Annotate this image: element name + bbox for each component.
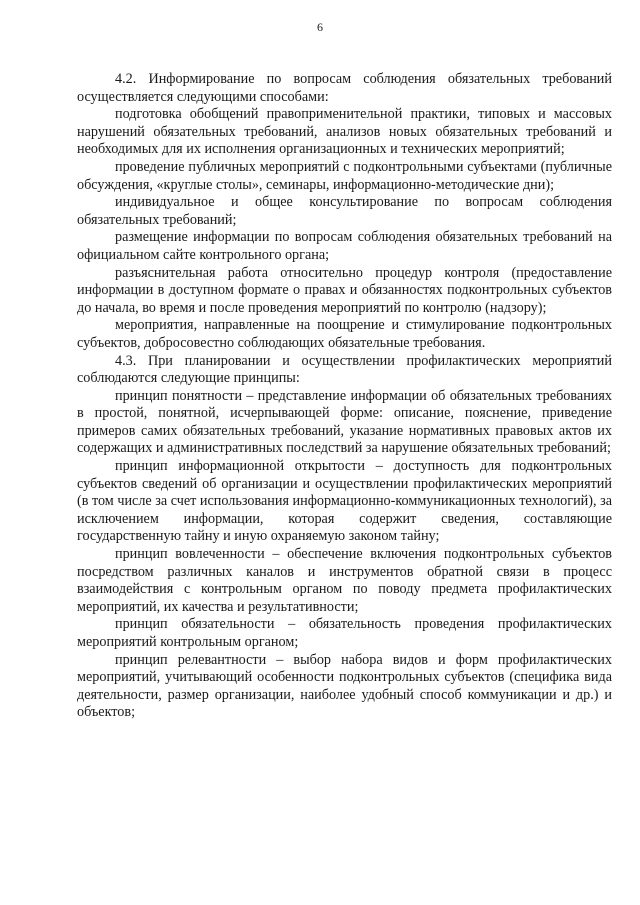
paragraph-consulting: индивидуальное и общее консультирование по вопросам соблюдения обязательных требований;: [77, 194, 612, 228]
paragraph-generalization: подготовка обобщений правоприменительной практики, типовых и массовых нарушений обязательных требований, анализов новых обязательных требований и необходимых для их исполнения организационных и технических мероприятий;: [77, 106, 612, 158]
paragraph-4-3-intro: 4.3. При планировании и осуществлении профилактических мероприятий соблюдаются следующие принципы:: [77, 352, 612, 387]
page-number: 6: [317, 20, 323, 34]
paragraph-4-2-intro: 4.2. Информирование по вопросам соблюдения обязательных требований осуществляется следующими способами:: [77, 71, 612, 105]
paragraph-principle-clarity: принцип понятности – представление информации об обязательных требованиях в простой, понятной, исчерпывающей форме: описание, пояснение, приведение примеров самих обязательных требований, указание нормативных правовых актов их содержащих и административных последствий за нарушение обязательных требований;: [77, 387, 612, 457]
paragraph-website-publication: размещение информации по вопросам соблюдения обязательных требований на официальном сайте контрольного органа;: [77, 229, 612, 263]
paragraph-principle-relevance: принцип релевантности – выбор набора видов и форм профилактических мероприятий, учитывающий особенности подконтрольных субъектов (специфика вида деятельности, размер организации, наиболее удобный способ коммуникации и др.) и объектов;: [77, 651, 612, 721]
page-body: [77, 71, 612, 722]
paragraph-principle-obligation: принцип обязательности – обязательность проведения профилактических мероприятий контрольным органом;: [77, 616, 612, 650]
paragraph-incentive-measures: мероприятия, направленные на поощрение и стимулирование подконтрольных субъектов, добросовестно соблюдающих обязательные требования.: [77, 317, 612, 351]
paragraph-public-events: проведение публичных мероприятий с подконтрольными субъектами (публичные обсуждения, «круглые столы», семинары, информационно-методические дни);: [77, 158, 612, 193]
paragraph-principle-involvement: принцип вовлеченности – обеспечение включения подконтрольных субъектов посредством различных каналов и инструментов обратной связи в процесс взаимодействия с контрольным органом по поводу предмета профилактических мероприятий, их качества и результативности;: [77, 546, 612, 615]
paragraph-principle-openness: принцип информационной открытости – доступность для подконтрольных субъектов сведений об организации и осуществлении профилактических мероприятий (в том числе за счет использования информационно-коммуникационных технологий), за исключением информации, которая содержит сведения, составляющие государственную тайну и иную охраняемую законом тайну;: [77, 458, 612, 545]
paragraph-explanatory-work: разъяснительная работа относительно процедур контроля (предоставление информации в доступном формате о правах и обязанностях подконтрольных субъектов до начала, во время и после проведения мероприятий по контролю (надзору);: [77, 264, 612, 316]
